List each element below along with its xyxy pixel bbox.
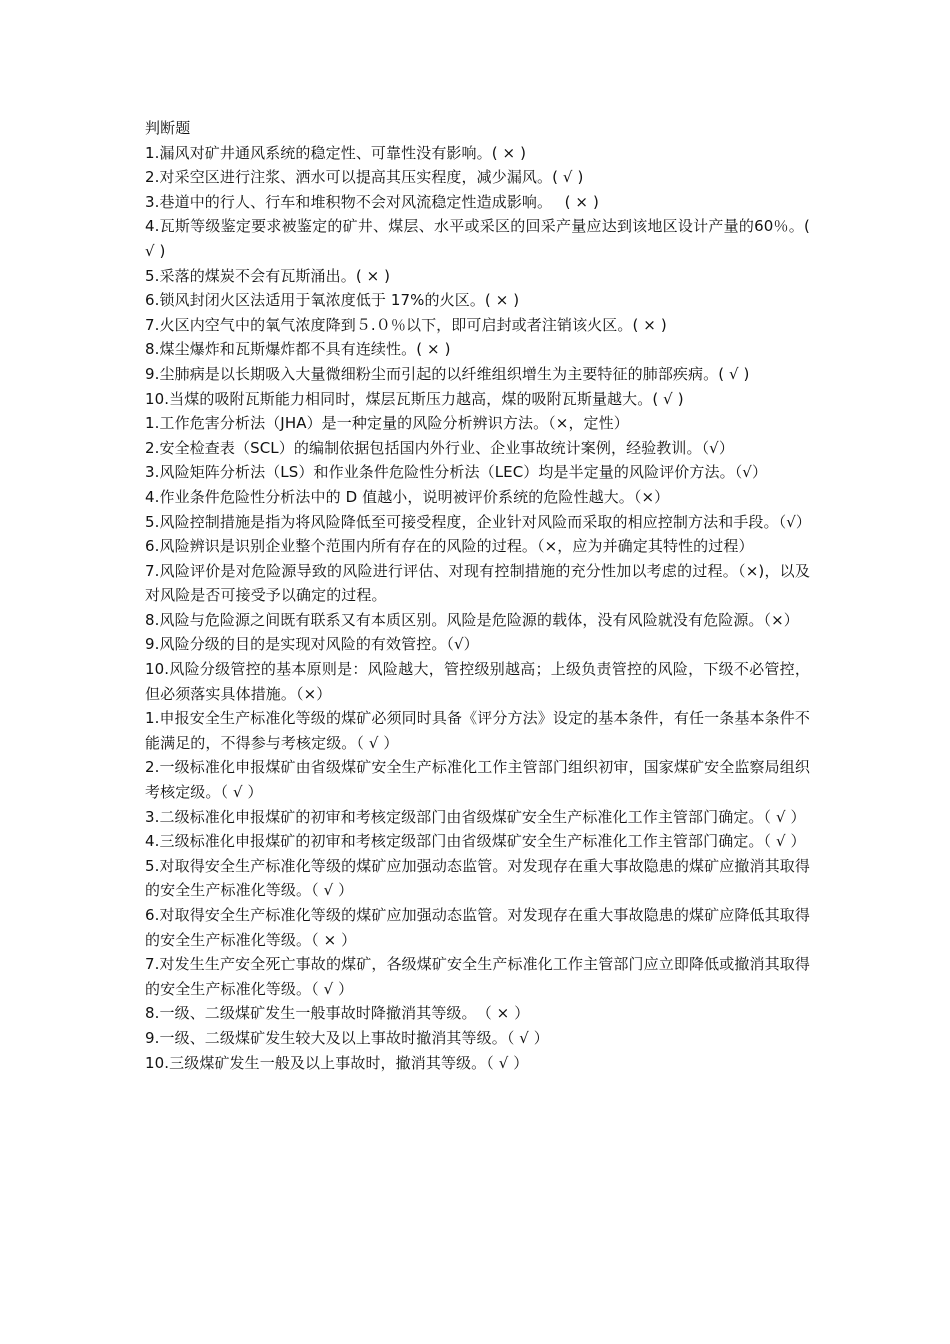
question-item: 9.一级、二级煤矿发生较大及以上事故时撤消其等级。（ √ ） bbox=[145, 1028, 549, 1047]
question-item: 10.风险分级管控的基本原则是：风险越大，管控级别越高；上级负责管控的风险，下级不必管控，但必须落实具体措施。（×） bbox=[145, 660, 810, 703]
question-item: 9.风险分级的目的是实现对风险的有效管控。（√） bbox=[145, 635, 479, 654]
question-item: 3.巷道中的行人、行车和堆积物不会对风流稳定性造成影响。 ( × ) bbox=[145, 192, 599, 211]
question-item: 2.对采空区进行注浆、洒水可以提高其压实程度，减少漏风。( √ ) bbox=[145, 168, 584, 187]
question-item: 4.作业条件危险性分析法中的 D 值越小，说明被评价系统的危险性越大。（×） bbox=[145, 487, 670, 506]
question-item: 10.三级煤矿发生一般及以上事故时，撤消其等级。（ √ ） bbox=[145, 1053, 529, 1072]
question-item: 3.二级标准化申报煤矿的初审和考核定级部门由省级煤矿安全生产标准化工作主管部门确定。（ √ ） bbox=[145, 807, 806, 826]
question-item: 2.一级标准化申报煤矿由省级煤矿安全生产标准化工作主管部门组织初审，国家煤矿安全监察局组织考核定级。（ √ ） bbox=[145, 758, 810, 802]
question-item: 5.风险控制措施是指为将风险降低至可接受程度，企业针对风险而采取的相应控制方法和手段。（√） bbox=[145, 512, 811, 531]
question-item: 4.三级标准化申报煤矿的初审和考核定级部门由省级煤矿安全生产标准化工作主管部门确定。（ √ ） bbox=[145, 832, 806, 851]
question-item: 5.采落的煤炭不会有瓦斯涌出。( × ) bbox=[145, 266, 391, 285]
section-title: 判断题 bbox=[145, 119, 191, 137]
question-list bbox=[145, 141, 810, 1076]
question-item: 1.工作危害分析法（JHA）是一种定量的风险分析辨识方法。（×，定性） bbox=[145, 414, 629, 433]
question-item: 7.火区内空气中的氧气浓度降到５.０％以下，即可启封或者注销该火区。( × ) bbox=[145, 315, 667, 334]
question-item: 4.瓦斯等级鉴定要求被鉴定的矿井、煤层、水平或采区的回采产量应达到该地区设计产量的60％。( √ ) bbox=[145, 217, 810, 260]
question-item: 9.尘肺病是以长期吸入大量微细粉尘而引起的以纤维组织增生为主要特征的肺部疾病。( √ ) bbox=[145, 364, 750, 383]
question-item: 1.申报安全生产标准化等级的煤矿必须同时具备《评分方法》设定的基本条件，有任一条基本条件不能满足的，不得参与考核定级。（ √ ） bbox=[145, 709, 810, 752]
question-item: 1.漏风对矿井通风系统的稳定性、可靠性没有影响。( × ) bbox=[145, 143, 527, 162]
question-item: 6.对取得安全生产标准化等级的煤矿应加强动态监管。对发现存在重大事故隐患的煤矿应降低其取得的安全生产标准化等级。（ × ） bbox=[145, 906, 810, 949]
question-item: 6.风险辨识是识别企业整个范围内所有存在的风险的过程。（×，应为并确定其特性的过程） bbox=[145, 537, 754, 556]
question-item: 8.风险与危险源之间既有联系又有本质区别。风险是危险源的载体，没有风险就没有危险源。（×） bbox=[145, 610, 799, 629]
question-item: 7.风险评价是对危险源导致的风险进行评估、对现有控制措施的充分性加以考虑的过程。（×)，以及对风险是否可接受予以确定的过程。 bbox=[145, 561, 810, 605]
document-body bbox=[145, 116, 810, 1075]
question-item: 7.对发生生产安全死亡事故的煤矿，各级煤矿安全生产标准化工作主管部门应立即降低或撤消其取得的安全生产标准化等级。（ √ ） bbox=[145, 955, 810, 998]
question-item: 10.当煤的吸附瓦斯能力相同时，煤层瓦斯压力越高，煤的吸附瓦斯量越大。( √ ) bbox=[145, 389, 684, 408]
question-item: 8.煤尘爆炸和瓦斯爆炸都不具有连续性。( × ) bbox=[145, 340, 451, 359]
question-item: 6.锁风封闭火区法适用于氧浓度低于 17%的火区。( × ) bbox=[145, 291, 520, 310]
question-item: 8.一级、二级煤矿发生一般事故时降撤消其等级。 （ × ） bbox=[145, 1004, 530, 1023]
question-item: 5.对取得安全生产标准化等级的煤矿应加强动态监管。对发现存在重大事故隐患的煤矿应撤消其取得的安全生产标准化等级。（ √ ） bbox=[145, 856, 810, 900]
question-item: 2.安全检查表（SCL）的编制依据包括国内外行业、企业事故统计案例，经验教训。（√） bbox=[145, 438, 734, 457]
question-item: 3.风险矩阵分析法（LS）和作业条件危险性分析法（LEC）均是半定量的风险评价方法。（√） bbox=[145, 463, 768, 482]
